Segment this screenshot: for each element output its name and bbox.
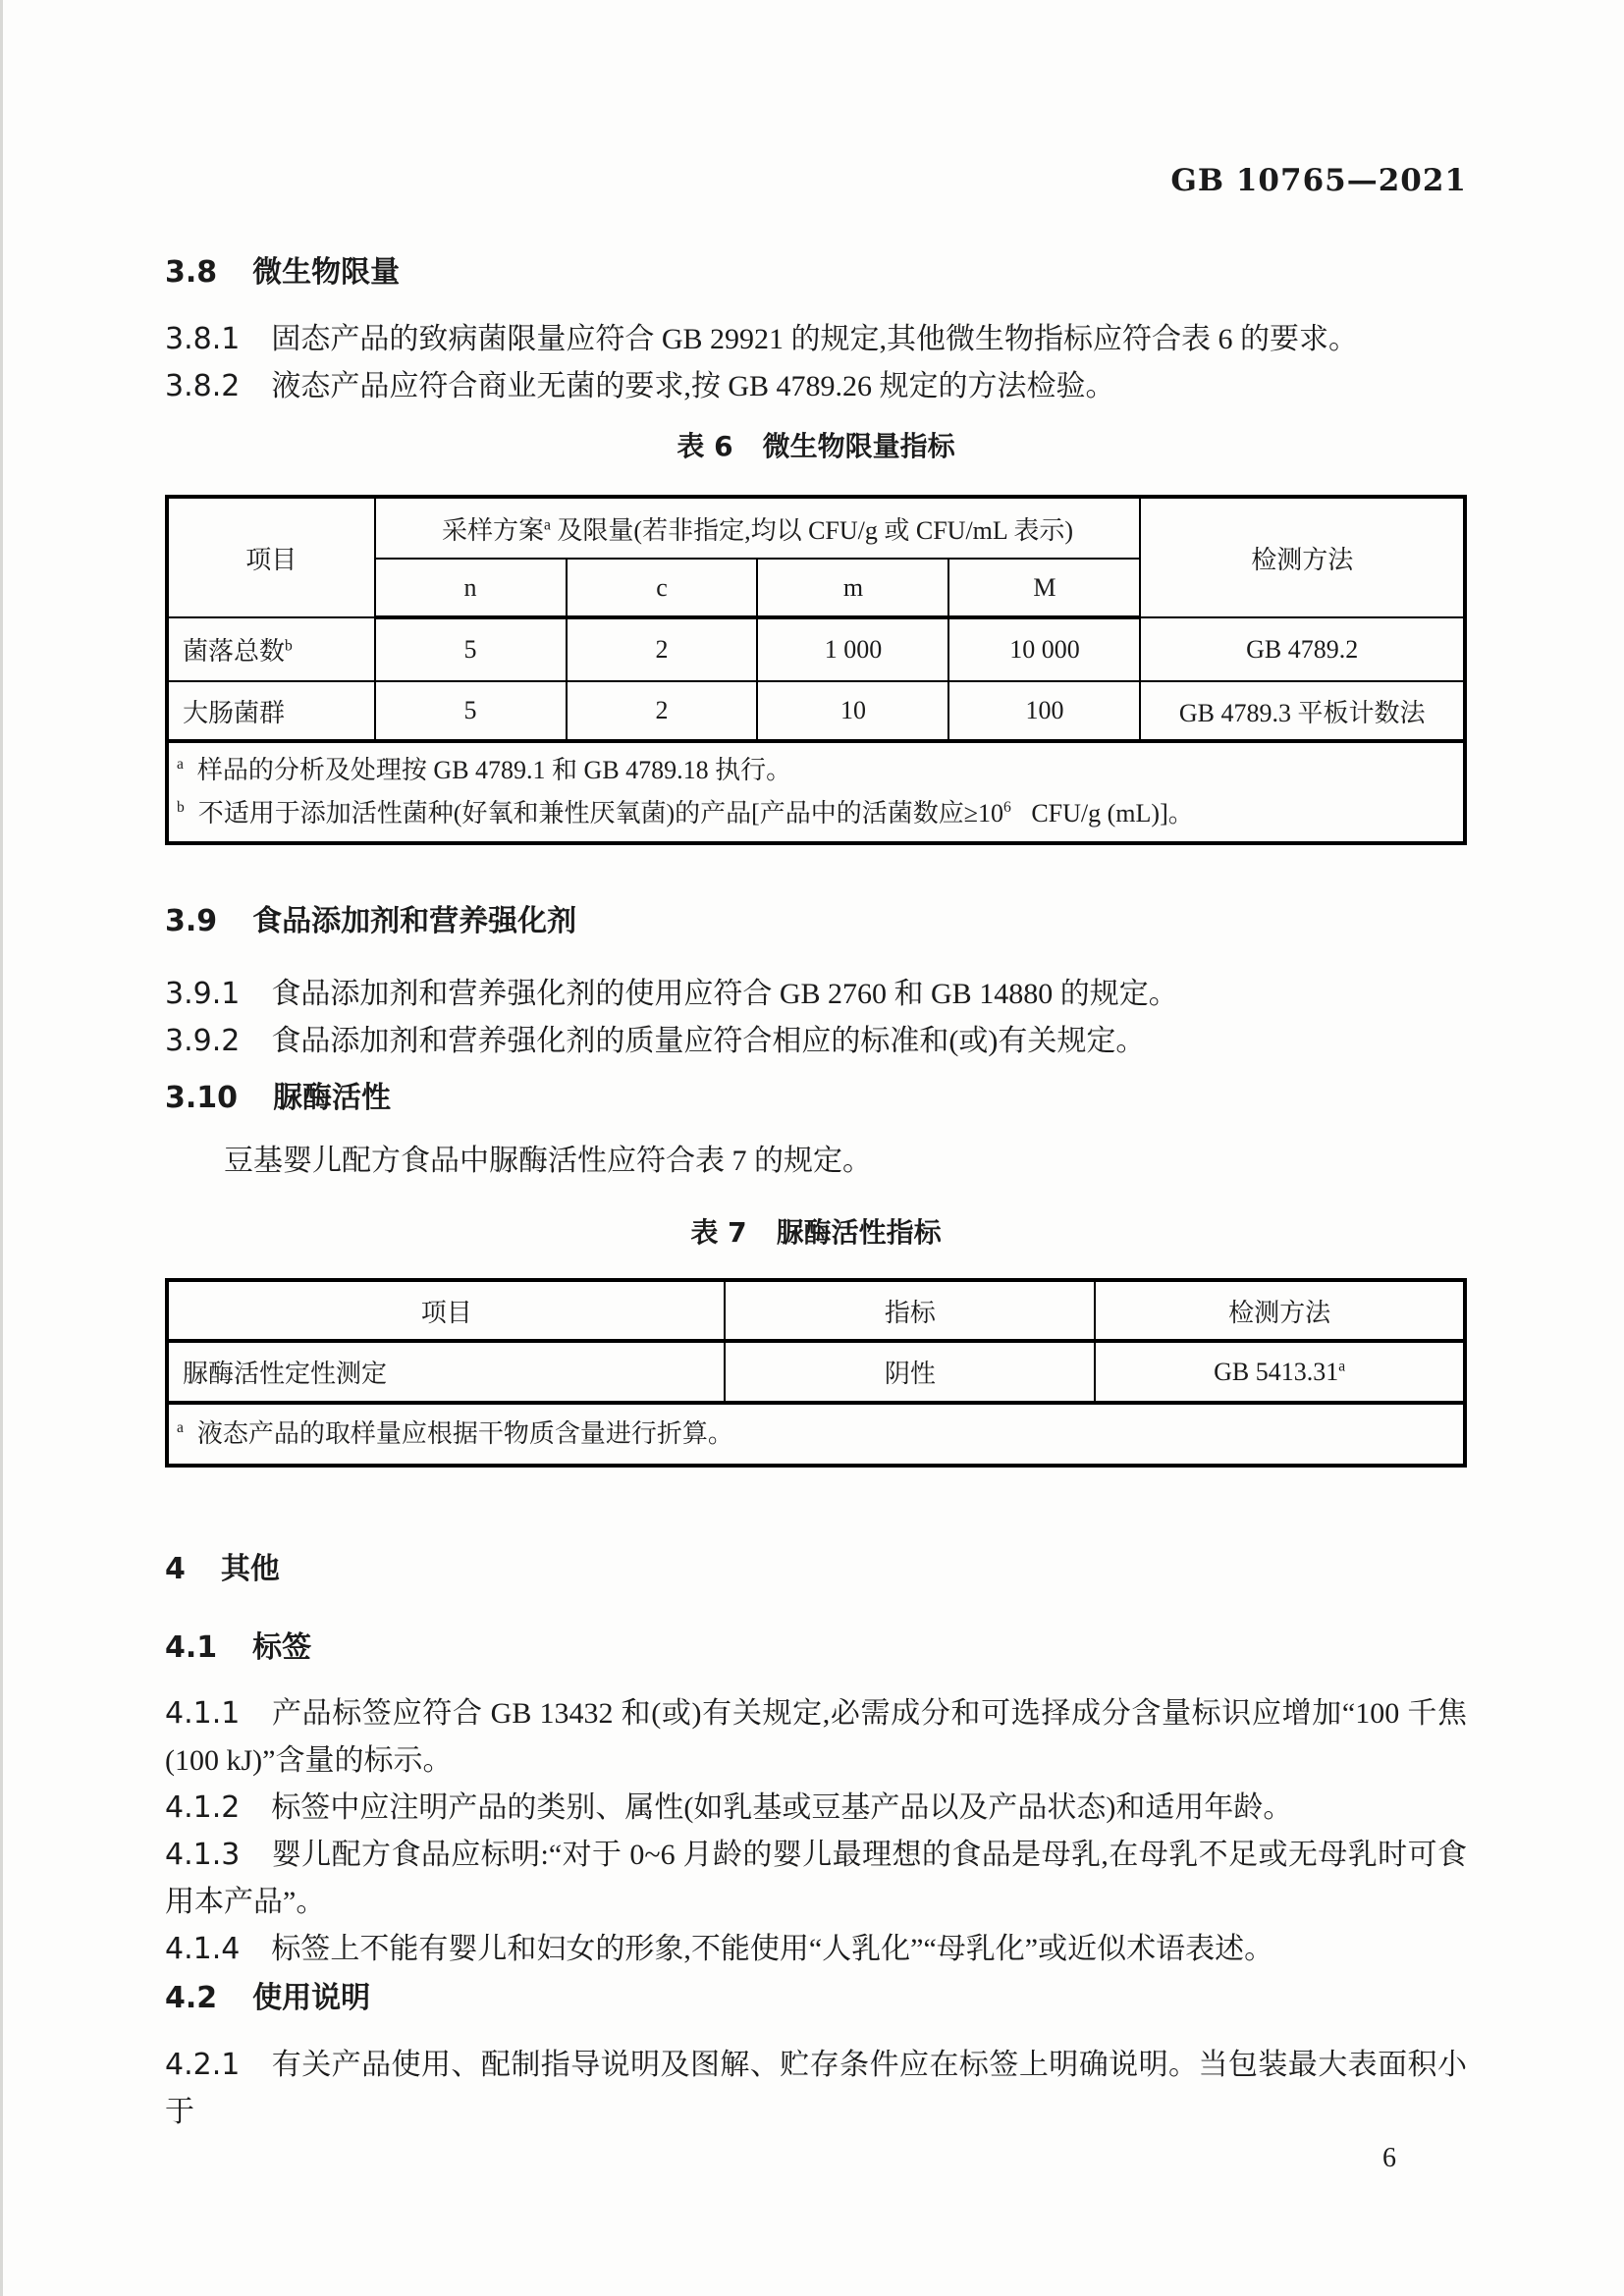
col-header-method: 检测方法 xyxy=(1140,497,1465,617)
table-7-caption xyxy=(165,1216,1467,1250)
section-number: 4.1 xyxy=(165,1630,218,1665)
section-title: 脲酶活性 xyxy=(273,1081,392,1115)
section-heading-4 xyxy=(165,1552,1467,1587)
cell-c: 2 xyxy=(567,617,758,681)
footnote-a xyxy=(177,1413,1455,1456)
subcol-m: m xyxy=(757,559,948,617)
table-footnotes-cell xyxy=(167,741,1465,843)
subcol-c: c xyxy=(567,559,758,617)
cell-item: 脲酶活性定性测定 xyxy=(167,1341,725,1403)
cell-M: 100 xyxy=(948,681,1140,741)
section-number: 3.9 xyxy=(165,904,218,938)
cell-M: 10 000 xyxy=(948,617,1140,681)
clause-text: 有关产品使用、配制指导说明及图解、贮存条件应在标签上明确说明。当包装最大表面积小于 xyxy=(165,2049,1467,2128)
clause-number: 4.1.4 xyxy=(165,1932,241,1966)
subcol-n: n xyxy=(375,559,567,617)
col-header-indicator: 指标 xyxy=(725,1280,1095,1341)
clause-number: 4.1.2 xyxy=(165,1790,241,1825)
clause-3-9-1 xyxy=(165,971,1467,1018)
table-row xyxy=(167,681,1465,741)
clause-text: 食品添加剂和营养强化剂的质量应符合相应的标准和(或)有关规定。 xyxy=(271,1025,1146,1057)
section-number: 3.8 xyxy=(165,255,218,290)
table-7-urease-activity xyxy=(165,1278,1467,1468)
clause-text: 产品标签应符合 GB 13432 和(或)有关规定,必需成分和可选择成分含量标识应增加“100 千焦 (100 kJ)”含量的标示。 xyxy=(165,1697,1467,1777)
table-row xyxy=(167,1341,1465,1403)
clause-number: 3.8.2 xyxy=(165,369,241,403)
section-title: 使用说明 xyxy=(252,1981,371,2015)
section-title: 微生物限量 xyxy=(252,255,401,290)
footnote-text-suffix: CFU/g (mL)]。 xyxy=(1024,799,1194,828)
sampling-plan-units: 及限量(若非指定,均以 CFU/g 或 CFU/mL 表示) xyxy=(550,515,1073,545)
table-row xyxy=(167,617,1465,681)
footnote-marker: a xyxy=(177,1419,184,1437)
section-title: 标签 xyxy=(252,1630,312,1665)
footnote-marker: a xyxy=(177,756,184,774)
section-number: 4.2 xyxy=(165,1981,218,2015)
exponent: 6 xyxy=(1003,799,1011,817)
method-text: GB 5413.31 xyxy=(1214,1357,1339,1386)
table-caption-title: 脲酶活性指标 xyxy=(776,1216,942,1249)
clause-number: 4.2.1 xyxy=(165,2048,241,2082)
footnote-text: 液态产品的取样量应根据干物质含量进行折算。 xyxy=(196,1419,733,1448)
clause-3-8-1 xyxy=(165,316,1467,363)
col-header-sampling-plan xyxy=(375,497,1141,559)
section-number: 4 xyxy=(165,1552,186,1586)
cell-item xyxy=(167,617,375,681)
page-number: 6 xyxy=(1382,2143,1396,2173)
footnote-b xyxy=(177,792,1455,835)
table-caption-label: 表 6 xyxy=(677,430,733,462)
subcol-M: M xyxy=(948,559,1140,617)
col-header-item: 项目 xyxy=(167,497,375,617)
cell-method: GB 4789.3 平板计数法 xyxy=(1140,681,1465,741)
footnote-text: 样品的分析及处理按 GB 4789.1 和 GB 4789.18 执行。 xyxy=(196,756,792,784)
cell-n: 5 xyxy=(375,681,567,741)
table-footnotes-row xyxy=(167,741,1465,843)
footnote-a xyxy=(177,749,1455,792)
section-heading-3-8 xyxy=(165,255,1467,291)
item-text: 菌落总数 xyxy=(183,637,286,666)
clause-3-9-2 xyxy=(165,1018,1467,1065)
table-6-caption xyxy=(165,430,1467,463)
standard-number-header: GB 10765—2021 xyxy=(1170,163,1467,198)
cell-item xyxy=(167,681,375,741)
clause-3-8-2 xyxy=(165,363,1467,410)
clause-text: 食品添加剂和营养强化剂的使用应符合 GB 2760 和 GB 14880 的规定。 xyxy=(271,978,1178,1010)
clause-number: 3.8.1 xyxy=(165,322,241,356)
clause-number: 3.9.2 xyxy=(165,1024,241,1058)
clause-4-1-3 xyxy=(165,1832,1467,1926)
clause-text: 标签中应注明产品的类别、属性(如乳基或豆基产品以及产品状态)和适用年龄。 xyxy=(271,1791,1293,1824)
cell-indicator: 阴性 xyxy=(725,1341,1095,1403)
section-number: 3.10 xyxy=(165,1081,239,1115)
footnote-marker-a: a xyxy=(544,515,551,533)
cell-method xyxy=(1095,1341,1465,1403)
footnote-text: 不适用于添加活性菌种(好氧和兼性厌氧菌)的产品[产品中的活菌数应≥10 xyxy=(197,799,1004,828)
cell-method: GB 4789.2 xyxy=(1140,617,1465,681)
sampling-plan-text: 采样方案 xyxy=(441,515,544,545)
clause-4-1-2 xyxy=(165,1785,1467,1832)
table-footnotes-row xyxy=(167,1403,1465,1466)
cell-m: 1 000 xyxy=(757,617,948,681)
footnote-marker-b: b xyxy=(285,637,293,655)
paragraph-3-10-body: 豆基婴儿配方食品中脲酶活性应符合表 7 的规定。 xyxy=(224,1145,872,1177)
col-header-item: 项目 xyxy=(167,1280,725,1341)
col-header-method: 检测方法 xyxy=(1095,1280,1465,1341)
clause-text: 标签上不能有婴儿和妇女的形象,不能使用“人乳化”“母乳化”或近似术语表述。 xyxy=(271,1933,1274,1965)
section-heading-4-2 xyxy=(165,1981,1467,2016)
clause-number: 4.1.1 xyxy=(165,1696,241,1731)
clause-number: 3.9.1 xyxy=(165,977,241,1011)
table-caption-title: 微生物限量指标 xyxy=(762,430,955,462)
section-heading-4-1 xyxy=(165,1630,1467,1666)
item-text: 大肠菌群 xyxy=(183,698,286,727)
section-heading-3-10 xyxy=(165,1081,1467,1116)
clause-number: 4.1.3 xyxy=(165,1838,241,1872)
section-heading-3-9 xyxy=(165,904,1467,939)
clause-4-2-1 xyxy=(165,2042,1467,2136)
cell-c: 2 xyxy=(567,681,758,741)
footnote-marker: b xyxy=(177,799,185,817)
cell-m: 10 xyxy=(757,681,948,741)
table-6-microbial-limits xyxy=(165,495,1467,845)
page-content xyxy=(165,0,1467,2175)
clause-text: 固态产品的致病菌限量应符合 GB 29921 的规定,其他微生物指标应符合表 6 的要求。 xyxy=(271,323,1359,355)
clause-4-1-1 xyxy=(165,1690,1467,1785)
section-title: 食品添加剂和营养强化剂 xyxy=(252,904,577,938)
cell-n: 5 xyxy=(375,617,567,681)
footnote-marker-a: a xyxy=(1338,1357,1346,1374)
table-caption-label: 表 7 xyxy=(690,1216,747,1249)
clause-text: 婴儿配方食品应标明:“对于 0~6 月龄的婴儿最理想的食品是母乳,在母乳不足或无母乳时可食用本产品”。 xyxy=(165,1839,1467,1918)
section-title: 其他 xyxy=(220,1552,280,1586)
table-footnotes-cell xyxy=(167,1403,1465,1466)
clause-4-1-4 xyxy=(165,1926,1467,1973)
clause-text: 液态产品应符合商业无菌的要求,按 GB 4789.26 规定的方法检验。 xyxy=(271,370,1115,402)
